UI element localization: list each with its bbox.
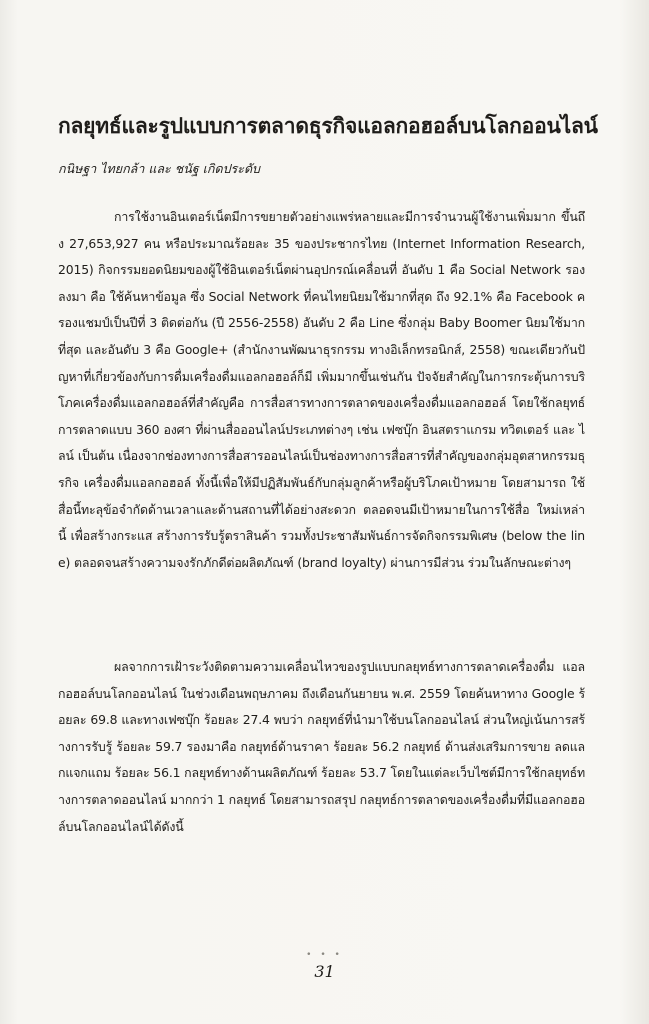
- page-footer: [0, 950, 649, 982]
- article-title: กลยุทธ์และรูปแบบการตลาดธุรกิจแอลกอฮอล์บนโลกออนไลน์: [58, 114, 598, 138]
- body-paragraph: ผลจากการเฝ้าระวังติดตามความเคลื่อนไหวของรูปแบบกลยุทธ์ทางการตลาดเครื่องดื่ม แอลกอฮอล์บนโลกออนไลน์ ในช่วงเดือนพฤษภาคม ถึงเดือนกันยายน พ.ศ. 2559 โดยค้นหาทาง Google ร้อยละ 69.8 และทางเฟซบุ๊ก ร้อยละ 27.4 พบว่า กลยุทธ์ที่นำมาใช้บนโลกออนไลน์ ส่วนใหญ่เน้นการสร้างการรับรู้ ร้อยละ 59.7 รองมาคือ กลยุทธ์ด้านราคา ร้อยละ 56.2 กลยุทธ์ ด้านส่งเสริมการขาย ลดแลกแจกแถม ร้อยละ 56.1 กลยุทธ์ทางด้านผลิตภัณฑ์ ร้อยละ 53.7 โดยในแต่ละเว็บไซต์มีการใช้กลยุทธ์ทางการตลาดออนไลน์ มากกว่า 1 กลยุทธ์ โดยสามารถสรุป กลยุทธ์การตลาดของเครื่องดื่มที่มีแอลกอฮอล์บนโลกออนไลน์ได้ดังนี้: [58, 659, 585, 834]
- page-number: 31: [314, 962, 335, 981]
- body-paragraph: การใช้งานอินเตอร์เน็ตมีการขยายตัวอย่างแพร่หลายและมีการจำนวนผู้ใช้งานเพิ่มมาก ขึ้นถึง 27,653,927 คน หรือประมาณร้อยละ 35 ของประชากรไทย (Internet Information Research, 2015) กิจกรรมยอดนิยมของผู้ใช้อินเตอร์เน็ตผ่านอุปกรณ์เคลื่อนที่ อันดับ 1 คือ Social Network รองลงมา คือ ใช้ค้นหาข้อมูล ซึ่ง Social Network ที่คนไทยนิยมใช้มากที่สุด ถึง 92.1% คือ Facebook ครองแชมป์เป็นปีที่ 3 ติดต่อกัน (ปี 2556-2558) อันดับ 2 คือ Line ซึ่งกลุ่ม Baby Boomer นิยมใช้มากที่สุด และอันดับ 3 คือ Google+ (สำนักงานพัฒนาธุรกรรม ทางอิเล็กทรอนิกส์, 2558) ขณะเดียวกันปัญหาที่เกี่ยวข้องกับการดื่มเครื่องดื่มแอลกอฮอล์ก็มี เพิ่มมากขึ้นเช่นกัน ปัจจัยสำคัญในการกระตุ้นการบริโภคเครื่องดื่มแอลกอฮอล์ที่สำคัญคือ การสื่อสารทางการตลาดของเครื่องดื่มแอลกอฮอล์ โดยใช้กลยุทธ์การตลาดแบบ 360 องศา ที่ผ่านสื่อออนไลน์ประเภทต่างๆ เช่น เฟซบุ๊ก อินสตราแกรม ทวิตเตอร์ และ ไลน์ เป็นต้น เนื่องจากช่องทางการสื่อสารออนไลน์เป็นช่องทางการสื่อสารที่สำคัญของกลุ่มอุตสาหกรรมธุรกิจ เครื่องดื่มแอลกอฮอล์ ทั้งนี้เพื่อให้มีปฏิสัมพันธ์กับกลุ่มลูกค้าหรือผู้บริโภคเป้าหมาย โดยสามารถ ใช้สื่อนี้ทะลุข้อจำกัดด้านเวลาและด้านสถานที่ได้อย่างสะดวก ตลอดจนมีเป้าหมายในการใช้สื่อ ใหม่เหล่านี้ เพื่อสร้างกระแส สร้างการรับรู้ตราสินค้า รวมทั้งประชาสัมพันธ์การจัดกิจกรรมพิเศษ (below the line) ตลอดจนสร้างความจงรักภักดีต่อผลิตภัณฑ์ (brand loyalty) ผ่านการมีส่วน ร่วมในลักษณะต่างๆ: [58, 209, 585, 570]
- article-authors: กนิษฐา ไทยกล้า และ ชนัฐ เกิดประดับ: [58, 161, 260, 176]
- footer-ornament: • • •: [306, 950, 343, 960]
